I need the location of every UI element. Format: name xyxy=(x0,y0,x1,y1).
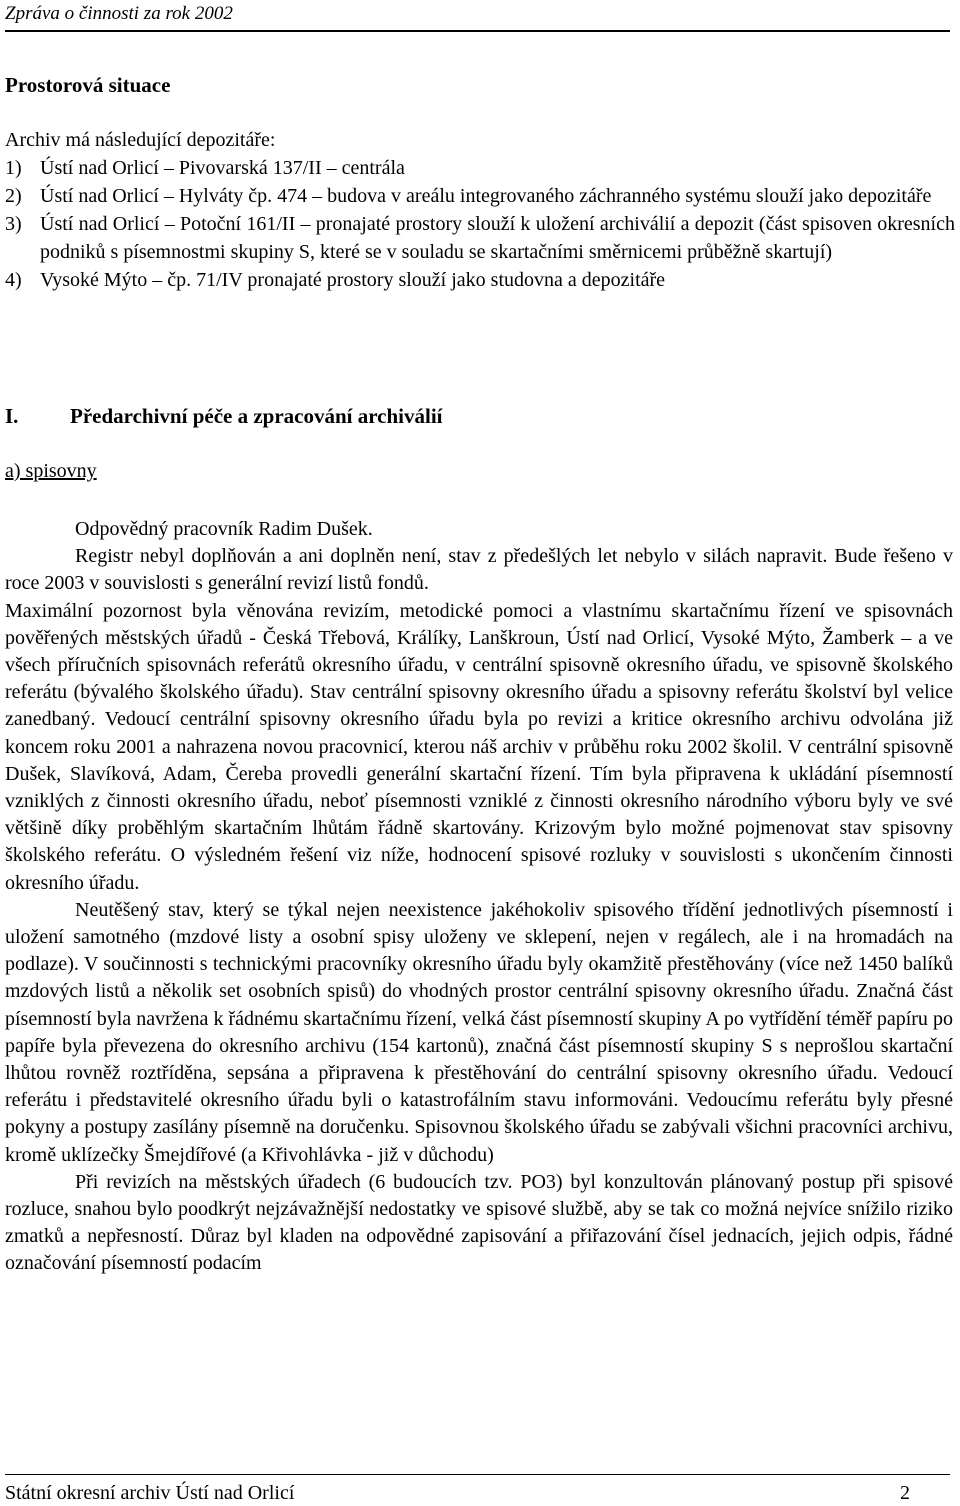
paragraph-state: Neutěšený stav, který se týkal nejen neexistence jakéhokoliv spisového třídění jednotlivých písemností i uložení samotného (mzdové listy a osobní spisy uloženy ve sklepení, nejen v regálech, ale i na hromadách na podlaze). V součinnosti s technickými pracovníky okresního úřadu byly okamžitě přestěhovány (více než 1450 balíků mzdových listů a několik set osobních spisů) do vhodných prostor centrální spisovny okresního úřadu. Značná část písemností byla navržena k řádnému skartačnímu řízení, velká část písemností skupiny A po vytřídění téměř papíru po papíře byla převezena do okresního archivu (154 kartonů), značná část písemností skupiny S s neprošlou skartační lhůtou rovněž roztříděna, sepsána a připravena k přestěhování do centrální spisovny okresního úřadu. Vedoucí referátu i představitelé okresního úřadu byli o katastrofálním stavu informováni. Vedoucímu referátu byly přesné pokyny a postupy zasílány písemně na doručenku. Spisovnou školského úřadu se zabývali všichni pracovníci archivu, kromě uklízečky Šmejdířové (a Křivohlávka - již v důchodu) xyxy=(5,898,953,1166)
list-item xyxy=(5,266,955,294)
list-item xyxy=(5,210,955,266)
intro-text: Archiv má následující depozitáře: xyxy=(5,129,276,151)
chapter-title: Předarchivní péče a zpracování archiválií xyxy=(70,404,443,428)
list-number: 1) xyxy=(5,157,22,179)
paragraph-registry: Registr nebyl doplňován a ani doplněn není, stav z předešlých let nebylo v silách napravit. Bude řešeno v roce 2003 v souvislosti s generální revizí listů fondů. xyxy=(5,545,953,595)
list-item xyxy=(5,182,955,210)
list-item xyxy=(5,154,955,182)
list-number: 2) xyxy=(5,185,22,207)
page-number: 2 xyxy=(900,1482,910,1504)
list-text: Vysoké Mýto – čp. 71/IV pronajaté prostory slouží jako studovna a depozitáře xyxy=(40,269,666,291)
list-text: Ústí nad Orlicí – Potoční 161/II – pronajaté prostory slouží k uložení archiválií a depozit (část spisoven okresních podniků s písemnostmi skupiny S, které se v souladu se skartačními směrnicemi průběžně skartují) xyxy=(40,213,955,263)
chapter-heading xyxy=(5,404,905,429)
list-text: Ústí nad Orlicí – Pivovarská 137/II – centrála xyxy=(40,157,405,179)
section-heading: Prostorová situace xyxy=(5,73,171,97)
list-number: 3) xyxy=(5,213,22,235)
list-number: 4) xyxy=(5,269,22,291)
depository-list xyxy=(5,154,955,294)
body-text xyxy=(5,516,953,1278)
footer-divider xyxy=(5,1474,950,1475)
page-header: Zpráva o činnosti za rok 2002 xyxy=(5,3,233,24)
page-footer xyxy=(5,1481,910,1505)
paragraph-revisions: Maximální pozornost byla věnována revizím, metodické pomoci a vlastnímu skartačnímu řízení ve spisovnách pověřených městských úřadů - Česká Třebová, Králíky, Lanškroun, Ústí nad Orlicí, Vysoké Mýto, Žamberk – a ve všech příručních spisovnách referátů okresního úřadu, v centrální spisovně okresního úřadu, ve spisovně školského referátu (bývalého školského úřadu). Stav centrální spisovny okresního úřadu a spisovny referátu školství byl velice zanedbaný. Vedoucí centrální spisovny okresního úřadu byla po revizi a kritice okresního archivu odvolána již koncem roku 2001 a nahrazena novou pracovnicí, kterou náš archiv v průběhu roku 2002 školil. V centrální spisovně Dušek, Slavíková, Adam, Čereba provedli generální skartační řízení. Tím byla připravena k ukládání písemností vzniklých z činnosti okresního úřadu, neboť písemnosti vzniklé z činnosti okresního národního výboru byly ve své většině díky proběhlým skartačním lhůtám řádně skartovány. Krizovým bylo možné pojmenovat stav spisovny školského referátu. O výsledném řešení viz níže, hodnocení spisové rozluky v souvislosti s ukončením činnosti okresního úřadu. xyxy=(5,599,953,894)
footer-institution: Státní okresní archiv Ústí nad Orlicí xyxy=(5,1482,295,1504)
paragraph-responsible: Odpovědný pracovník Radim Dušek. xyxy=(75,518,373,540)
subsection-heading: a) spisovny xyxy=(5,460,97,482)
chapter-number: I. xyxy=(5,404,19,428)
list-text: Ústí nad Orlicí – Hylváty čp. 474 – budova v areálu integrovaného záchranného systému slouží jako depozitáře xyxy=(40,185,932,207)
paragraph-municipal: Při revizích na městských úřadech (6 budoucích tzv. PO3) byl konzultován plánovaný postup při spisové rozluce, snahou bylo poodkrýt nejzávažnější nedostatky ve spisové službě, aby se tak co možná nejvíce snížilo riziko zmatků a nepřesností. Důraz byl kladen na odpovědné zapisování a přiřazování čísel jednacích, jejich odpis, řádné označování písemností podacím xyxy=(5,1170,953,1275)
header-divider xyxy=(5,30,950,32)
